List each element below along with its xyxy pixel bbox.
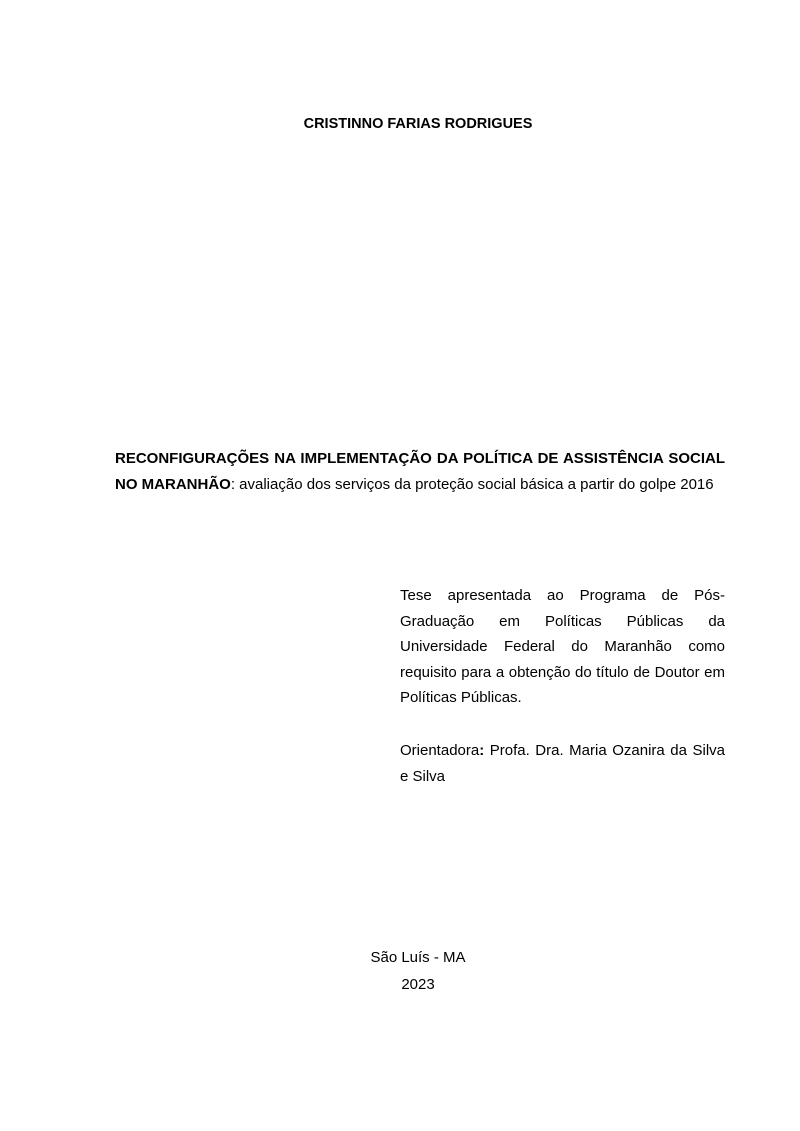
thesis-title [115,446,725,498]
advisor-label: Orientadora [400,741,480,759]
footer-year: 2023 [401,976,435,993]
advisor-name: Profa. Dra. Maria Ozanira da Silva e Silva [400,741,725,785]
footer-city: São Luís - MA [370,949,466,966]
thesis-subtitle: : avaliação dos serviços da proteção social básica a partir do golpe 2016 [230,476,714,493]
advisor-line [400,738,725,789]
thesis-main-title: RECONFIGURAÇÕES NA IMPLEMENTAÇÃO DA POLÍTICA DE ASSISTÊNCIA SOCIAL NO MARANHÃO [115,450,725,493]
presentation-note-block [400,583,725,789]
presentation-note: Tese apresentada ao Programa de Pós-Graduação em Políticas Públicas da Universidade Federal do Maranhão como requisito para a obtenção do título de Doutor em Políticas Públicas. [400,587,725,707]
author-name: CRISTINNO FARIAS RODRIGUES [303,116,533,132]
advisor-colon: : [479,741,485,759]
